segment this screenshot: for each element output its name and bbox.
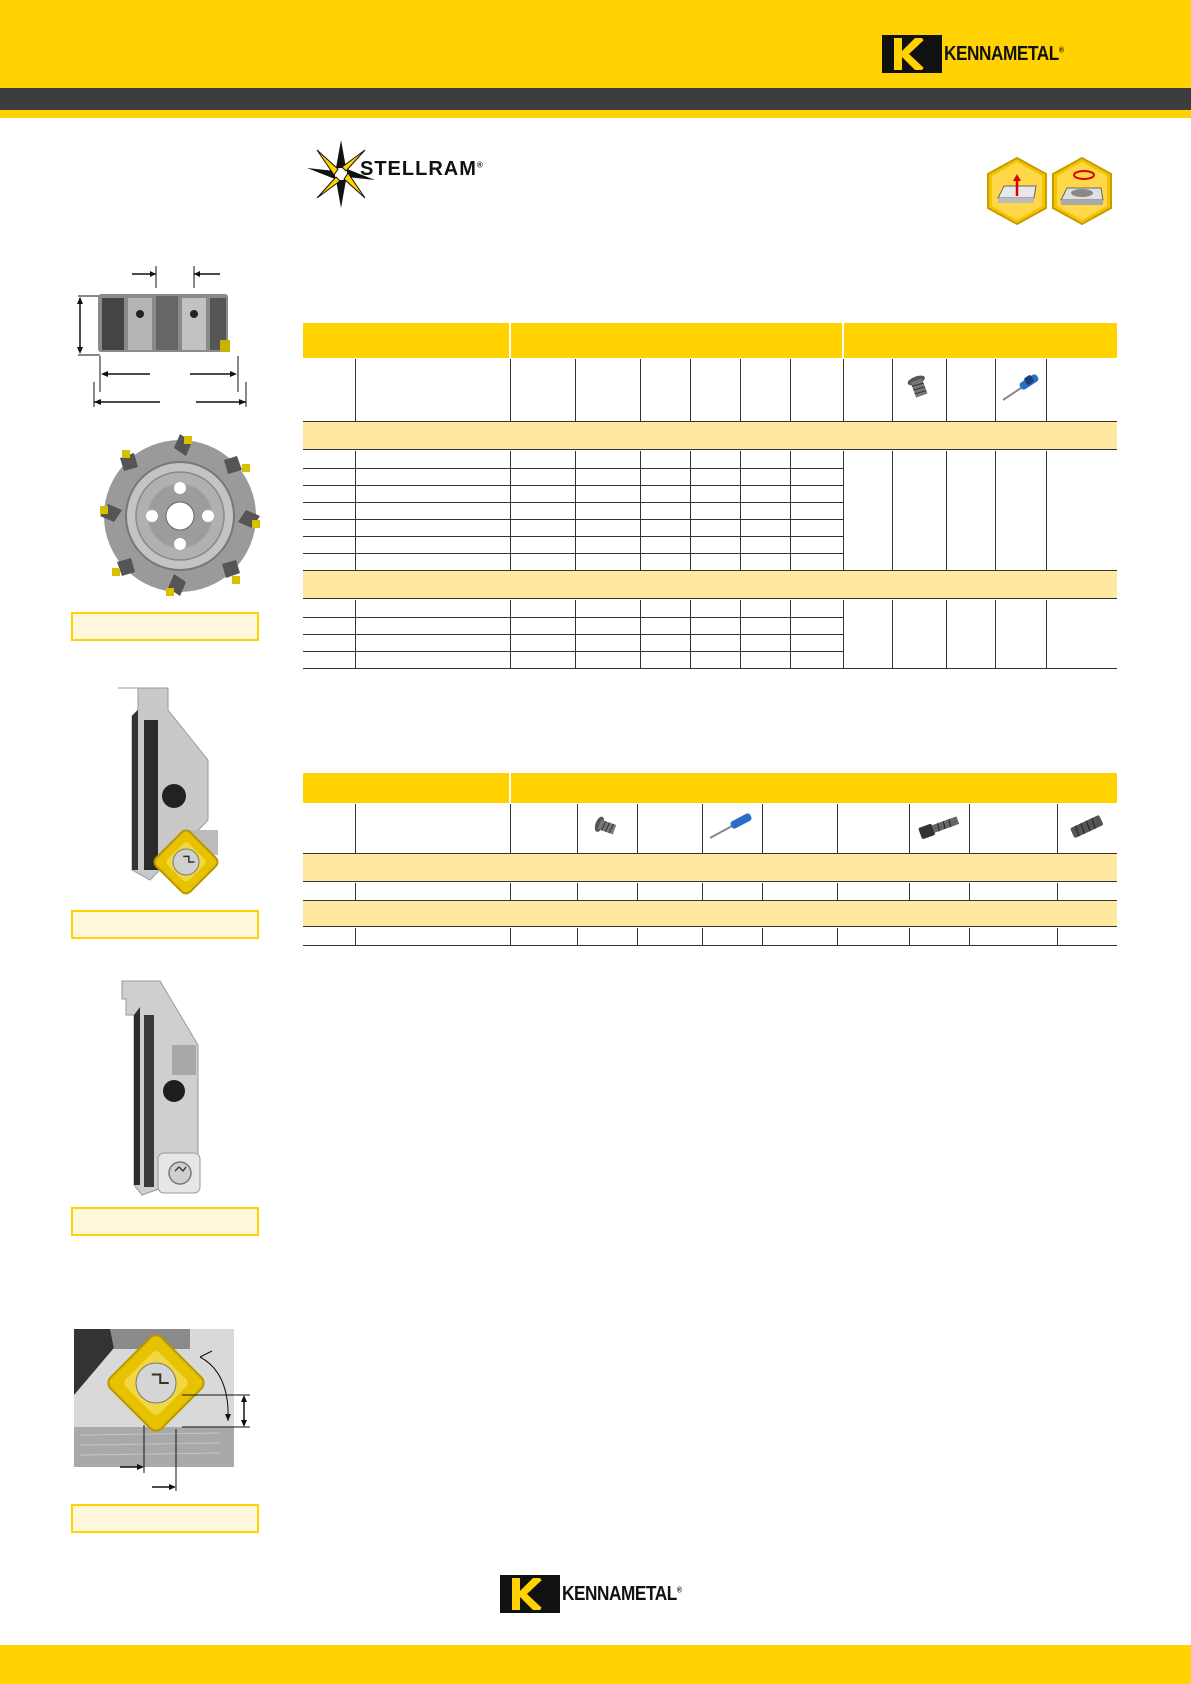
cutter-caption-box: [71, 612, 259, 641]
cutter-side-view-diagram: [70, 262, 270, 412]
insert-screw-icon: [592, 813, 622, 841]
table-column-header-row: [303, 803, 1117, 853]
group-band-2: [303, 900, 1117, 926]
header-dark-stripe: [0, 88, 1191, 110]
footer-kennametal-logo: [500, 1575, 701, 1613]
table-header-bar: [303, 323, 1117, 358]
pocketing-icon: [1051, 156, 1113, 226]
insert-screw-icon: [904, 373, 934, 403]
group-band-1: [303, 853, 1117, 881]
group-band-2: [303, 570, 1117, 598]
table-row: [303, 600, 1117, 617]
cartridge-2-caption-box: [71, 1207, 259, 1236]
table-row: [303, 928, 1117, 945]
group-band-1: [303, 421, 1117, 449]
screwdriver-icon: [999, 372, 1043, 404]
footer-bar: [0, 1645, 1191, 1684]
face-milling-icon: [986, 156, 1048, 226]
cutter-top-view-image: [92, 428, 267, 603]
cartridge-image-2: [112, 975, 212, 1200]
cartridge-image-1: [108, 680, 258, 905]
insert-engagement-diagram: [70, 1325, 270, 1495]
kennametal-k-mark-icon: [500, 1575, 560, 1613]
header-yellow-edge: [0, 110, 1191, 118]
table-column-header-row: [303, 358, 1117, 421]
header-kennametal-logo: [882, 35, 1083, 73]
table-row: [303, 883, 1117, 900]
footer-brand-name: KENNAMETAL®: [562, 1582, 682, 1605]
screwdriver-icon: [706, 812, 758, 842]
table-row: [303, 451, 1117, 468]
set-screw-icon: [1065, 812, 1109, 842]
kennametal-k-mark-icon: [882, 35, 942, 73]
insert-diagram-caption-box: [71, 1504, 259, 1533]
stellram-wordmark: STELLRAM®: [360, 158, 484, 180]
cutter-spec-table: [303, 323, 1117, 669]
cap-screw-icon: [915, 813, 963, 841]
table-header-bar: [303, 773, 1117, 803]
cartridge-1-caption-box: [71, 910, 259, 939]
cartridge-spec-table: [303, 773, 1117, 946]
header-brand-name: KENNAMETAL®: [944, 42, 1064, 65]
